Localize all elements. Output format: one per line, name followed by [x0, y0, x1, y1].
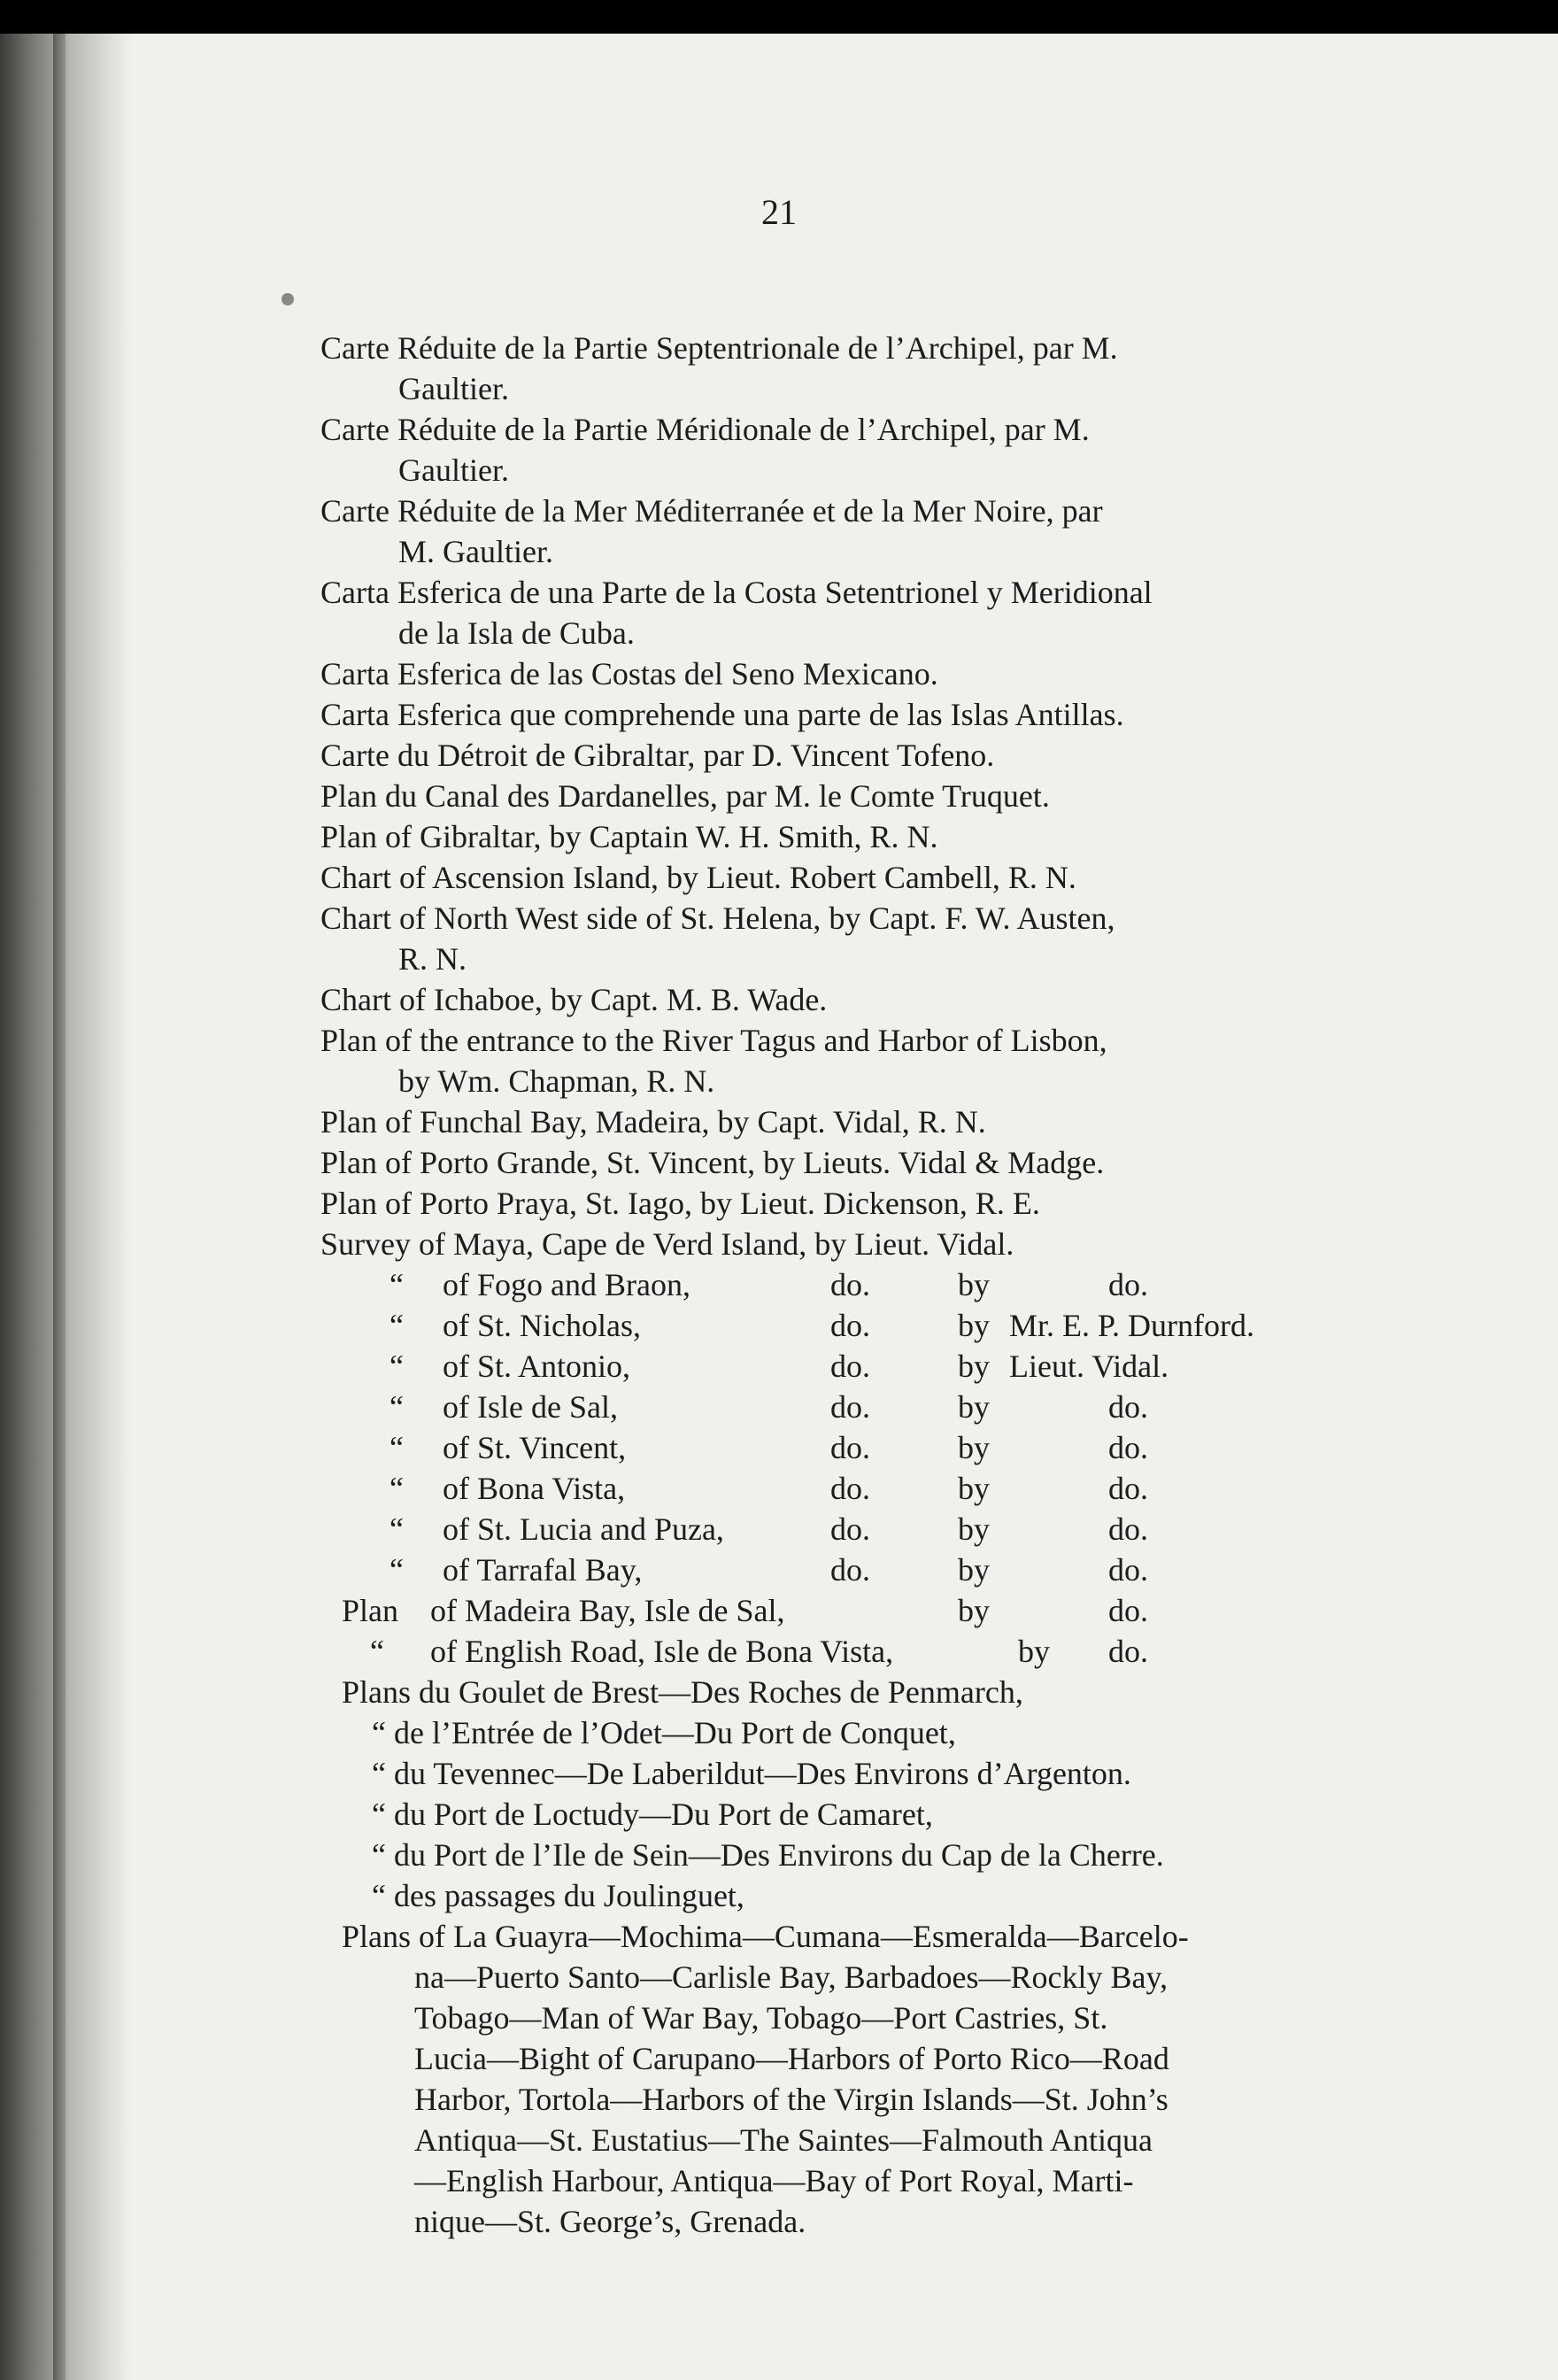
- entry-line: Carte Réduite de la Partie Méridionale de l’Archipel, par M.: [320, 412, 1090, 447]
- survey-author: do.: [1108, 1389, 1148, 1425]
- plans-continuation: nique—St. George’s, Grenada.: [414, 2204, 806, 2239]
- plans-continuation: Lucia—Bight of Carupano—Harbors of Porto Rico—Road: [414, 2041, 1169, 2076]
- entry-line: Carte du Détroit de Gibraltar, par D. Vincent Tofeno.: [320, 738, 995, 773]
- entry-line: Chart of Ascension Island, by Lieut. Robert Cambell, R. N.: [320, 860, 1076, 895]
- survey-ditto: do.: [830, 1267, 870, 1302]
- ditto-mark: “: [390, 1348, 404, 1384]
- plan-place: of English Road, Isle de Bona Vista,: [430, 1634, 894, 1669]
- entry-continuation: M. Gaultier.: [398, 534, 553, 569]
- entry-line: Plan of the entrance to the River Tagus and Harbor of Lisbon,: [320, 1023, 1107, 1058]
- survey-place: of Tarrafal Bay,: [443, 1552, 643, 1588]
- entry-continuation: Gaultier.: [398, 371, 509, 406]
- entry-line: Chart of Ichaboe, by Capt. M. B. Wade.: [320, 982, 828, 1017]
- survey-author: do.: [1108, 1511, 1148, 1547]
- entry-line: Carta Esferica de una Parte de la Costa Setentrionel y Meridional: [320, 575, 1153, 610]
- entry-line: Survey of Maya, Cape de Verd Island, by Lieut. Vidal.: [320, 1226, 1014, 1262]
- plan-author: do.: [1108, 1593, 1148, 1628]
- plan-place: of Madeira Bay, Isle de Sal,: [430, 1593, 785, 1628]
- survey-author: Mr. E. P. Durnford.: [1009, 1308, 1254, 1343]
- ditto-mark: “: [370, 1634, 384, 1669]
- plans-line: Plans of La Guayra—Mochima—Cumana—Esmeralda—Barcelo-: [342, 1919, 1189, 1954]
- plans-continuation: —English Harbour, Antiqua—Bay of Port Royal, Marti-: [414, 2163, 1134, 2198]
- survey-by: by: [958, 1389, 990, 1425]
- plans-ditto-line: “ de l’Entrée de l’Odet—Du Port de Conquet,: [372, 1715, 956, 1750]
- plans-continuation: Tobago—Man of War Bay, Tobago—Port Castries, St.: [414, 2000, 1108, 2036]
- survey-ditto: do.: [830, 1389, 870, 1425]
- ink-spot: [282, 293, 294, 305]
- ditto-mark: “: [390, 1389, 404, 1425]
- plan-by: by: [1018, 1634, 1050, 1669]
- ditto-mark: “: [390, 1471, 404, 1506]
- survey-place: of Isle de Sal,: [443, 1389, 618, 1425]
- entry-line: Carte Réduite de la Partie Septentrionale de l’Archipel, par M.: [320, 330, 1118, 366]
- plans-line: Plans du Goulet de Brest—Des Roches de Penmarch,: [342, 1674, 1023, 1710]
- entry-line: Carta Esferica de las Costas del Seno Mexicano.: [320, 656, 938, 692]
- survey-ditto: do.: [830, 1511, 870, 1547]
- entry-continuation: R. N.: [398, 941, 467, 977]
- plans-ditto-line: “ des passages du Joulinguet,: [372, 1878, 744, 1913]
- entry-line: Plan of Porto Grande, St. Vincent, by Lieuts. Vidal & Madge.: [320, 1145, 1105, 1180]
- page-number: 21: [761, 192, 797, 232]
- survey-by: by: [958, 1267, 990, 1302]
- survey-by: by: [958, 1511, 990, 1547]
- entry-line: Plan of Gibraltar, by Captain W. H. Smith, R. N.: [320, 819, 938, 854]
- survey-by: by: [958, 1552, 990, 1588]
- plans-ditto-line: “ du Port de Loctudy—Du Port de Camaret,: [372, 1797, 933, 1832]
- ditto-mark: “: [390, 1552, 404, 1588]
- ditto-mark: “: [390, 1308, 404, 1343]
- entry-line: Plan of Funchal Bay, Madeira, by Capt. Vidal, R. N.: [320, 1104, 986, 1140]
- survey-author: do.: [1108, 1430, 1148, 1465]
- plans-continuation: na—Puerto Santo—Carlisle Bay, Barbadoes—Rockly Bay,: [414, 1959, 1168, 1995]
- ditto-mark: “: [390, 1430, 404, 1465]
- survey-author: do.: [1108, 1267, 1148, 1302]
- plan-lead: Plan: [342, 1593, 399, 1628]
- survey-place: of Fogo and Braon,: [443, 1267, 690, 1302]
- survey-place: of St. Antonio,: [443, 1348, 631, 1384]
- plans-continuation: Antiqua—St. Eustatius—The Saintes—Falmouth Antiqua: [414, 2122, 1153, 2158]
- entry-line: Carte Réduite de la Mer Méditerranée et de la Mer Noire, par: [320, 493, 1103, 529]
- entry-line: Plan of Porto Praya, St. Iago, by Lieut. Dickenson, R. E.: [320, 1186, 1040, 1221]
- survey-ditto: do.: [830, 1348, 870, 1384]
- entry-line: Carta Esferica que comprehende una parte de las Islas Antillas.: [320, 697, 1124, 732]
- entry-line: Chart of North West side of St. Helena, by Capt. F. W. Austen,: [320, 900, 1115, 936]
- survey-place: of St. Lucia and Puza,: [443, 1511, 724, 1547]
- survey-by: by: [958, 1471, 990, 1506]
- survey-place: of St. Vincent,: [443, 1430, 627, 1465]
- book-spine: [0, 34, 133, 2380]
- entry-line: Plan du Canal des Dardanelles, par M. le Comte Truquet.: [320, 778, 1050, 814]
- survey-by: by: [958, 1308, 990, 1343]
- plan-by: by: [958, 1593, 990, 1628]
- entry-continuation: Gaultier.: [398, 452, 509, 488]
- book-page: [0, 34, 1558, 2380]
- survey-author: do.: [1108, 1552, 1148, 1588]
- entry-continuation: de la Isla de Cuba.: [398, 615, 635, 651]
- survey-ditto: do.: [830, 1430, 870, 1465]
- survey-place: of St. Nicholas,: [443, 1308, 641, 1343]
- plans-continuation: Harbor, Tortola—Harbors of the Virgin Islands—St. John’s: [414, 2082, 1168, 2117]
- survey-author: Lieut. Vidal.: [1009, 1348, 1169, 1384]
- plan-author: do.: [1108, 1634, 1148, 1669]
- survey-author: do.: [1108, 1471, 1148, 1506]
- spine-shadow: [53, 34, 66, 2380]
- survey-place: of Bona Vista,: [443, 1471, 626, 1506]
- ditto-mark: “: [390, 1267, 404, 1302]
- ditto-mark: “: [390, 1511, 404, 1547]
- survey-by: by: [958, 1348, 990, 1384]
- survey-by: by: [958, 1430, 990, 1465]
- plans-ditto-line: “ du Port de l’Ile de Sein—Des Environs du Cap de la Cherre.: [372, 1837, 1164, 1873]
- plans-ditto-line: “ du Tevennec—De Laberildut—Des Environs d’Argenton.: [372, 1756, 1131, 1791]
- survey-ditto: do.: [830, 1552, 870, 1588]
- survey-ditto: do.: [830, 1308, 870, 1343]
- survey-ditto: do.: [830, 1471, 870, 1506]
- entry-continuation: by Wm. Chapman, R. N.: [398, 1063, 715, 1099]
